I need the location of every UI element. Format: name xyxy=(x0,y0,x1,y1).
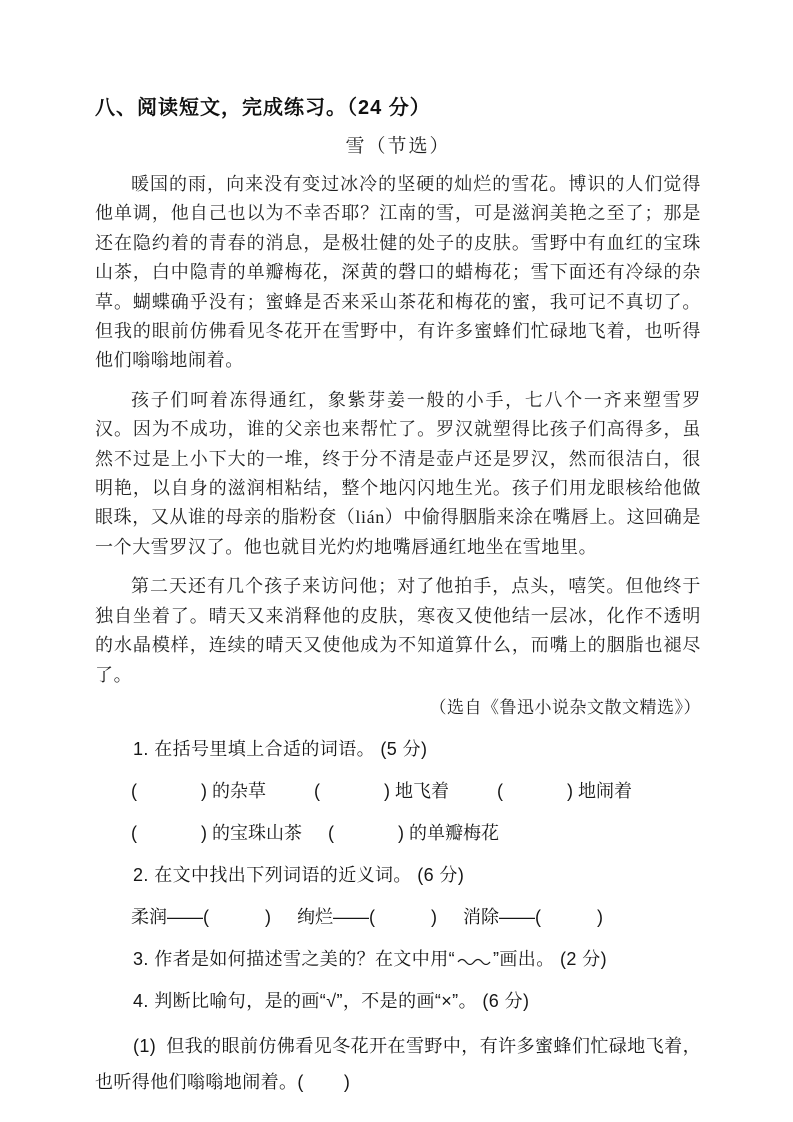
paren-open: ( xyxy=(369,906,375,927)
fill-blank-feizhe xyxy=(314,778,449,804)
passage-paragraph-3: 第二天还有几个孩子来访问他；对了他拍手，点头，嘻笑。但他终于独自坐着了。晴天又来消释他的皮肤，寒夜又使他结一层冰，化作不透明的水晶模样，连续的晴天又使他成为不知道算什么，而嘴上的胭脂也褪尽了。 xyxy=(95,576,701,685)
dash: —— xyxy=(167,906,203,927)
question-2-label: 2. 在文中找出下列词语的近义词。 (6 分) xyxy=(133,864,465,885)
paren-close: ) xyxy=(431,906,437,927)
paren-close: ) xyxy=(201,780,207,801)
blank-space xyxy=(375,922,431,923)
question-3-prefix: 3. 作者是如何描述雪之美的？在文中用“ xyxy=(133,948,456,969)
paren-open: ( xyxy=(131,822,137,843)
paren-close: ) xyxy=(201,822,207,843)
reading-passage xyxy=(95,134,701,720)
paren-close: ) xyxy=(384,780,391,801)
question-4-item-1 xyxy=(95,1028,701,1100)
paren-open: ( xyxy=(297,1071,304,1092)
paren-open: ( xyxy=(497,780,504,801)
question-2-row xyxy=(95,904,701,930)
synonym-item-xuanlan xyxy=(297,904,437,930)
paren-open: ( xyxy=(314,780,321,801)
section-header: 八、阅读短文，完成练习。（24 分） xyxy=(95,97,431,119)
paren-close: ) xyxy=(597,906,603,927)
paren-close: ) xyxy=(265,906,271,927)
question-1-row-1 xyxy=(95,778,701,804)
blank-space xyxy=(137,838,201,839)
paren-close: ) xyxy=(343,1071,351,1092)
blank-space xyxy=(541,922,597,923)
paren-open: ( xyxy=(131,780,137,801)
blank-label: 地飞着 xyxy=(390,780,450,801)
question-3-label xyxy=(95,947,701,972)
dash: —— xyxy=(333,906,369,927)
questions-section xyxy=(95,737,701,1100)
paren-open: ( xyxy=(203,906,209,927)
synonym-item-xiaochu xyxy=(463,904,603,930)
synonym-item-rourun xyxy=(131,904,271,930)
blank-label: 的宝珠山茶 xyxy=(207,822,303,843)
synonym-word: 绚烂 xyxy=(297,906,333,927)
question-3-suffix: ”画出。 (2 分) xyxy=(493,948,608,969)
question-1-row-2 xyxy=(95,820,701,846)
blank-space xyxy=(320,796,384,797)
blank-space xyxy=(503,796,567,797)
item-text: 但我的眼前仿佛看见冬花开在雪野中，有许多蜜蜂们忙碌地飞着，也听得他们嗡嗡地闹着。 xyxy=(95,1035,701,1092)
blank-space xyxy=(137,796,201,797)
paren-close: ) xyxy=(398,822,405,843)
blank-space xyxy=(209,922,265,923)
blank-label: 的单瓣梅花 xyxy=(404,822,500,843)
fill-blank-danbanmeihua xyxy=(328,820,499,846)
synonym-word: 消除 xyxy=(463,906,499,927)
passage-attribution: （选自《鲁迅小说杂文散文精选》） xyxy=(429,697,701,717)
fill-blank-baozhushancha xyxy=(131,820,302,846)
blank-space xyxy=(334,838,398,839)
question-1-label: 1. 在括号里填上合适的词语。 (5 分) xyxy=(133,738,428,759)
fill-blank-naozhe xyxy=(497,778,632,804)
wavy-line-symbol xyxy=(457,947,491,972)
paren-open: ( xyxy=(328,822,335,843)
answer-blank-space xyxy=(304,1087,344,1088)
dash: —— xyxy=(499,906,535,927)
synonym-word: 柔润 xyxy=(131,906,167,927)
paren-open: ( xyxy=(535,906,541,927)
fill-blank-zacao xyxy=(131,778,266,804)
passage-paragraph-2: 孩子们呵着冻得通红，象紫芽姜一般的小手，七八个一齐来塑雪罗汉。因为不成功，谁的父亲也来帮忙了。罗汉就塑得比孩子们高得多，虽然不过是上小下大的一堆，终于分不清是壶卢还是罗汉，然而很洁白，很明艳，以自身的滋润相粘结，整个地闪闪地生光。孩子们用龙眼核给他做眼珠，又从谁的母亲的脂粉奁（lián）中偷得胭脂来涂在嘴唇上。这回确是一个大雪罗汉了。他也就目光灼灼地嘴唇通红地坐在雪地里。 xyxy=(95,389,701,557)
passage-paragraph-1: 暖国的雨，向来没有变过冰冷的坚硬的灿烂的雪花。博识的人们觉得他单调，他自己也以为不幸否耶？江南的雪，可是滋润美艳之至了；那是还在隐约着的青春的消息，是极壮健的处子的皮肤。雪野中有血红的宝珠山茶，白中隐青的单瓣梅花，深黄的磬口的蜡梅花；雪下面还有冷绿的杂草。蝴蝶确乎没有；蜜蜂是否来采山茶花和梅花的蜜，我可记不真切了。但我的眼前仿佛看见冬花开在雪野中，有许多蜜蜂们忙碌地飞着，也听得他们嗡嗡地闹着。 xyxy=(95,174,701,371)
question-4-label: 4. 判断比喻句，是的画“√”，不是的画“×”。 (6 分) xyxy=(133,990,530,1011)
blank-label: 地闹着 xyxy=(573,780,633,801)
blank-label: 的杂草 xyxy=(207,780,267,801)
passage-title: 雪（节选） xyxy=(345,136,451,157)
item-number: (1) xyxy=(133,1035,157,1056)
paren-close: ) xyxy=(567,780,574,801)
